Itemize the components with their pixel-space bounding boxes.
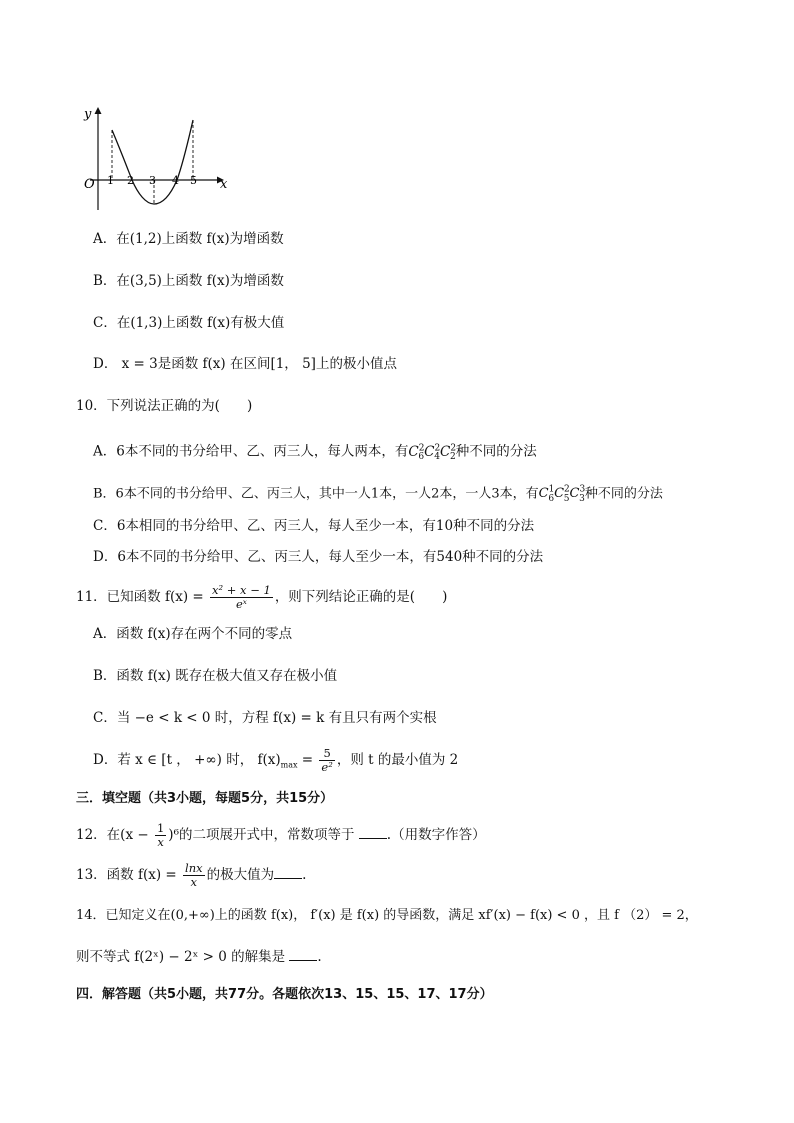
q12-tail: .（用数字作答） — [386, 827, 486, 843]
q10-option-b-post: 种不同的分法 — [584, 486, 663, 502]
q11-denominator: eˣ — [235, 597, 247, 611]
q11-option-d-fraction — [319, 747, 334, 774]
q12-post: )⁶的二项展开式中，常数项等于 — [168, 827, 355, 843]
q11-option-d-pre: D．若 x ∈ [t ， +∞) 时， f(x) — [93, 752, 281, 768]
function-graph — [80, 104, 240, 214]
q12-pre: 12．在(x − — [76, 827, 149, 843]
q11-numerator: x² + x − 1 — [212, 583, 271, 597]
tick-label-5: 5 — [190, 174, 197, 187]
x-axis-label: x — [220, 177, 228, 192]
q13 — [76, 862, 306, 889]
q10-option-d: D．6本不同的书分给甲、乙、丙三人，每人至少一本，有540种不同的分法 — [93, 549, 544, 565]
q11-option-d-denominator: e² — [321, 760, 333, 774]
y-axis-label: y — [84, 107, 92, 122]
combination-formula-b: $C^1_6C^2_5C^3_3$ — [538, 485, 586, 504]
q9-option-b: B．在(3,5)上函数 f(x)为增函数 — [93, 273, 284, 289]
q10-stem: 10．下列说法正确的为( ) — [76, 398, 253, 414]
q11-stem-pre: 11．已知函数 f(x) = — [76, 589, 204, 605]
q12-answer-blank[interactable] — [359, 826, 387, 839]
q11-option-a: A．函数 f(x)存在两个不同的零点 — [93, 626, 293, 642]
q13-tail: . — [302, 867, 307, 883]
q13-denominator: x — [190, 875, 198, 889]
q11-option-d-numerator: 5 — [319, 747, 334, 761]
derivative-curve — [112, 120, 193, 204]
q10-option-a-post: 种不同的分法 — [455, 443, 537, 460]
q10-option-c: C．6本相同的书分给甲、乙、丙三人，每人至少一本，有10种不同的分法 — [93, 518, 535, 534]
q11-option-d — [93, 747, 458, 776]
q14-line-2-pre: 则不等式 f(2ˣ) − 2ˣ > 0 的解集是 — [76, 949, 286, 965]
q14-line-1: 14．已知定义在(0,+∞)上的函数 f(x)， f′(x) 是 f(x) 的导函数，满足 xf′(x) − f(x) < 0 ，且 f （2） = 2， — [76, 908, 698, 923]
q14-line-2 — [76, 947, 322, 967]
q13-fraction — [183, 862, 205, 889]
q11-option-d-mid: = — [297, 752, 314, 768]
tick-label-4: 4 — [172, 174, 179, 187]
q13-pre: 13．函数 f(x) = — [76, 867, 177, 883]
q12-numerator: 1 — [156, 821, 165, 835]
tick-label-2: 2 — [127, 174, 134, 187]
q11-option-d-post: ，则 t 的最小值为 2 — [336, 752, 459, 768]
section-3-heading: 三．填空题（共3小题，每题5分，共15分） — [76, 791, 334, 806]
q10-option-a-pre: A．6本不同的书分给甲、乙、丙三人，每人两本，有 — [93, 443, 409, 460]
tick-label-1: 1 — [107, 174, 114, 187]
q11-option-c: C．当 −e < k < 0 时，方程 f(x) = k 有且只有两个实根 — [93, 710, 437, 726]
q11-option-d-sub: max — [280, 760, 298, 770]
q9-option-d: D． x = 3是函数 f(x) 在区间[1， 5]上的极小值点 — [93, 356, 397, 372]
q11-stem-post: ，则下列结论正确的是( ) — [274, 589, 448, 605]
q12-denominator: x — [157, 835, 164, 849]
combination-formula-a: $C^2_6C^2_4C^2_2$ — [408, 443, 457, 463]
tick-label-3: 3 — [149, 174, 156, 187]
q12-fraction — [155, 822, 166, 849]
q10-option-b-pre: B．6本不同的书分给甲、乙、丙三人，其中一人1本，一人2本，一人3本，有 — [93, 486, 539, 502]
q11-function-fraction — [210, 584, 273, 611]
q14-line-2-tail: . — [317, 949, 322, 965]
q13-answer-blank[interactable] — [274, 866, 302, 879]
q11-stem — [76, 584, 447, 611]
section-4-heading: 四．解答题（共5小题，共77分。各题依次13、15、15、17、17分） — [76, 987, 493, 1002]
y-axis-arrow-icon — [95, 107, 102, 114]
q14-answer-blank[interactable] — [289, 948, 317, 961]
q9-option-c: C．在(1,3)上函数 f(x)有极大值 — [93, 315, 285, 331]
q9-option-a: A．在(1,2)上函数 f(x)为增函数 — [93, 231, 284, 247]
q11-option-b: B．函数 f(x) 既存在极大值又存在极小值 — [93, 668, 338, 684]
q10-option-b — [93, 480, 663, 509]
q12 — [76, 822, 486, 849]
q13-post: 的极大值为 — [206, 867, 275, 883]
origin-label: O — [84, 177, 95, 192]
q13-numerator: lnx — [185, 861, 203, 875]
q10-option-a — [93, 438, 537, 467]
